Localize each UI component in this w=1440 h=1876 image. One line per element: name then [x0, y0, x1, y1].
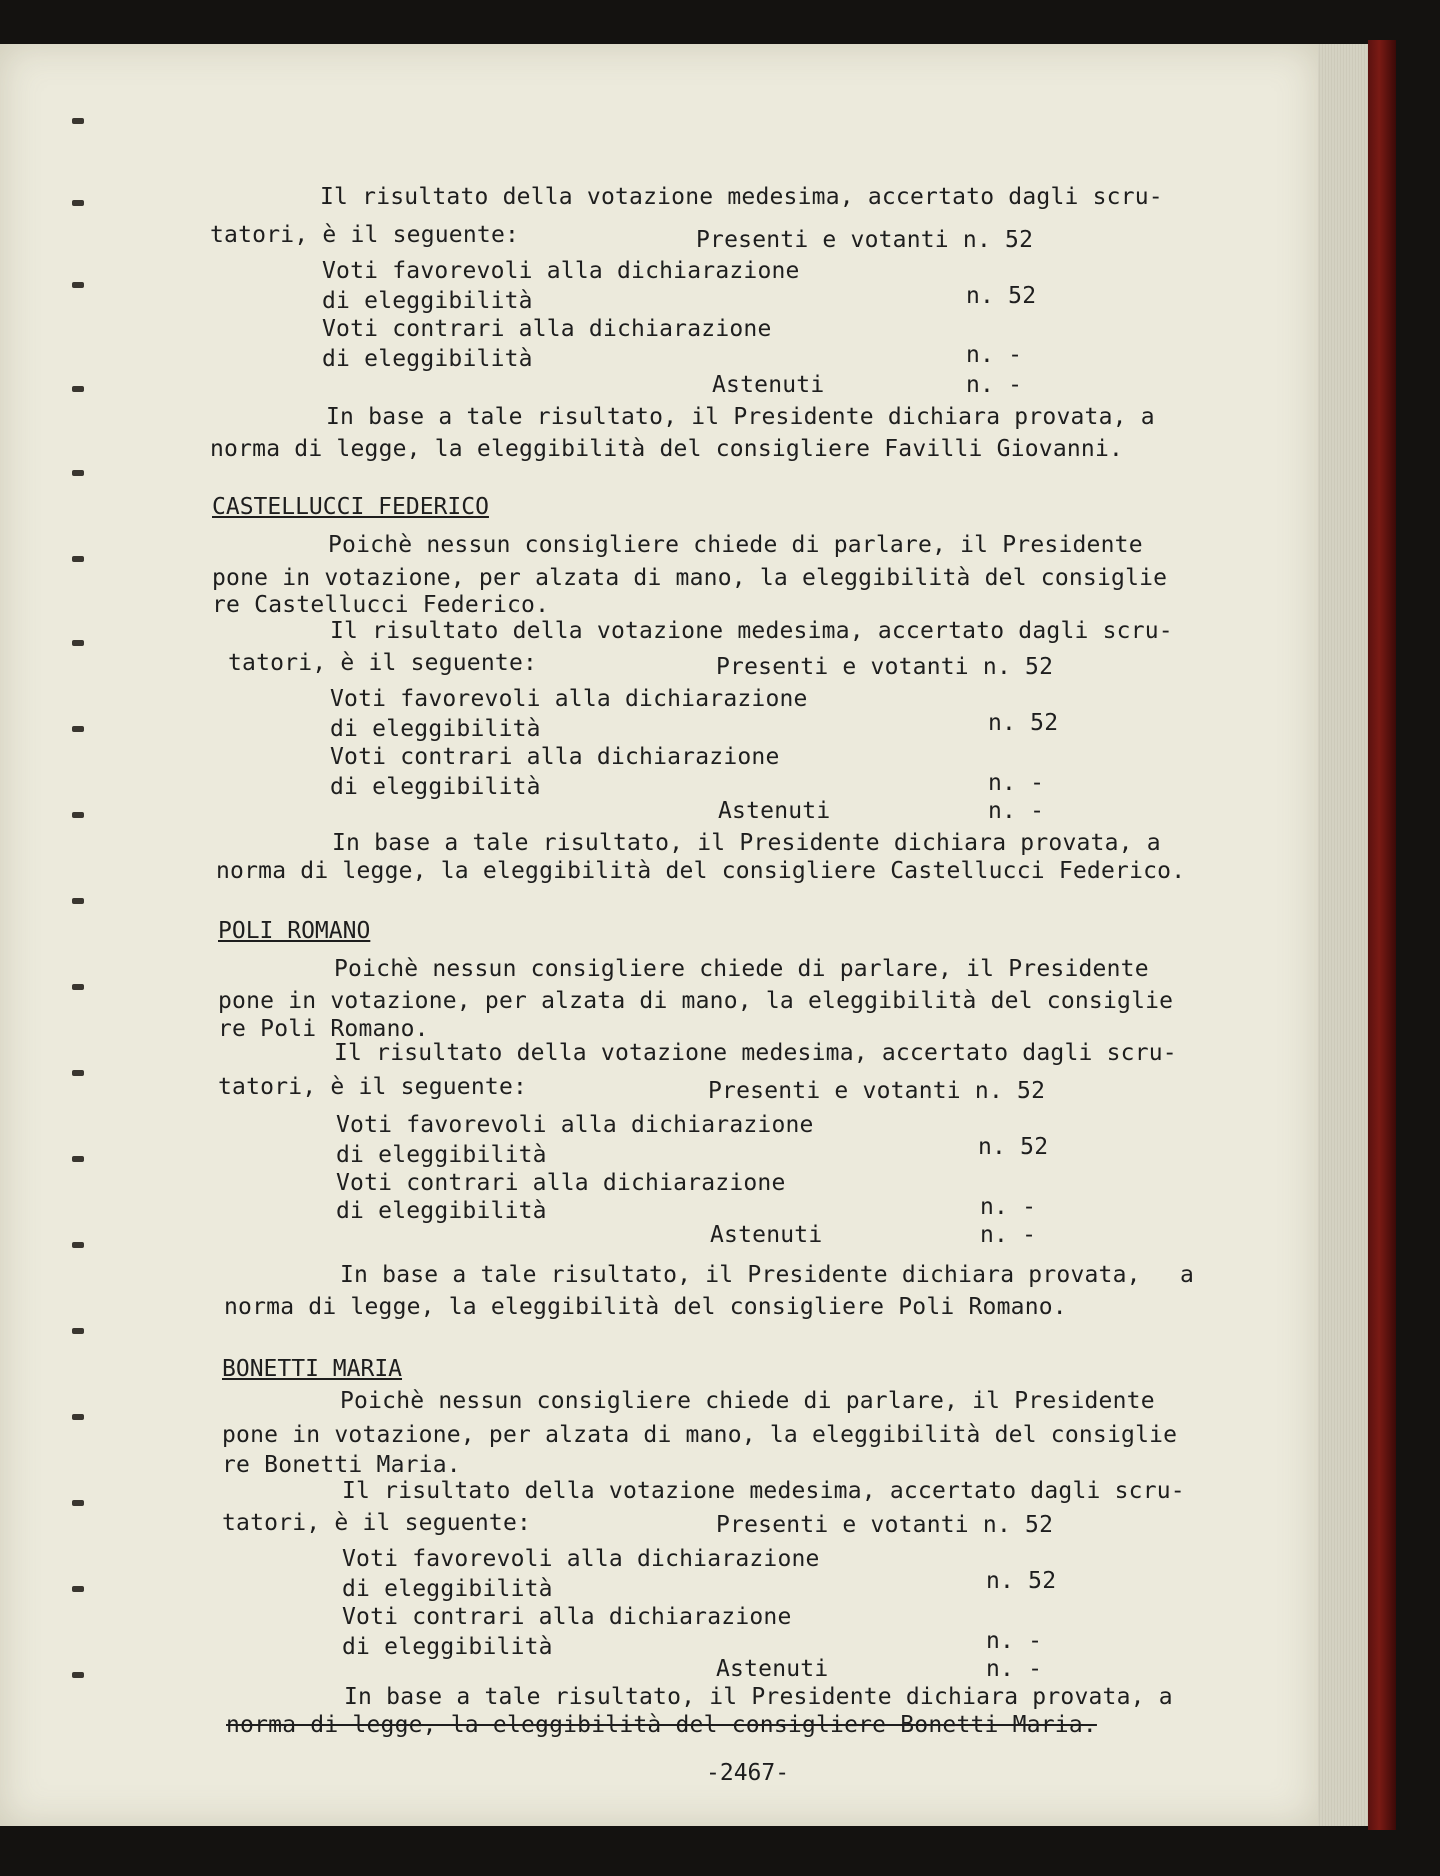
section-verdict-1: In base a tale risultato, il Presidente dichiara provata,	[340, 1262, 1141, 1288]
section-fav-2: di eleggibilità	[330, 716, 541, 742]
section-fav-n: n. 52	[978, 1134, 1049, 1160]
section-fav-2: di eleggibilità	[336, 1142, 547, 1168]
section-presenti: Presenti e votanti n. 52	[708, 1078, 1046, 1104]
section-astenuti-n: n. -	[980, 1222, 1037, 1248]
section-para-3: re Castellucci Federico.	[212, 592, 550, 618]
section-presenti: Presenti e votanti n. 52	[716, 654, 1054, 680]
section-presenti: Presenti e votanti n. 52	[716, 1512, 1054, 1538]
section-result-1: Il risultato della votazione medesima, accertato dagli scru-	[330, 618, 1173, 644]
section-para-3: re Poli Romano.	[218, 1016, 429, 1042]
section-para-2: pone in votazione, per alzata di mano, la eleggibilità del consiglie	[218, 988, 1174, 1014]
section-para-2: pone in votazione, per alzata di mano, la eleggibilità del consiglie	[212, 565, 1168, 591]
intro-fav-2: di eleggibilità	[322, 288, 533, 314]
section-para-3: re Bonetti Maria.	[222, 1452, 461, 1478]
intro-line-2: tatori, è il seguente:	[210, 222, 520, 248]
page-number: -2467-	[706, 1760, 790, 1786]
section-verdict-2: norma di legge, la eleggibilità del consigliere Poli Romano.	[224, 1294, 1067, 1320]
intro-result-2: norma di legge, la eleggibilità del consigliere Favilli Giovanni.	[210, 436, 1124, 462]
section-con-1: Voti contrari alla dichiarazione	[342, 1604, 792, 1630]
intro-result-1: In base a tale risultato, il Presidente dichiara provata, a	[326, 404, 1155, 430]
intro-con-1: Voti contrari alla dichiarazione	[322, 316, 772, 342]
section-para-1: Poichè nessun consigliere chiede di parlare, il Presidente	[334, 956, 1149, 982]
section-astenuti-n: n. -	[986, 1656, 1043, 1682]
section-con-2: di eleggibilità	[342, 1634, 553, 1660]
section-fav-1: Voti favorevoli alla dichiarazione	[342, 1546, 820, 1572]
section-fav-n: n. 52	[986, 1568, 1057, 1594]
intro-con-n: n. -	[966, 342, 1023, 368]
section-con-2: di eleggibilità	[336, 1198, 547, 1224]
section-verdict-1: In base a tale risultato, il Presidente dichiara provata, a	[332, 830, 1161, 856]
section-con-n: n. -	[988, 770, 1045, 796]
intro-fav-n: n. 52	[966, 283, 1037, 309]
book-cover	[1368, 40, 1396, 1830]
section-result-1: Il risultato della votazione medesima, accertato dagli scru-	[334, 1040, 1177, 1066]
section-verdict-2: norma di legge, la eleggibilità del consigliere Bonetti Maria.	[226, 1712, 1097, 1738]
section-result-1: Il risultato della votazione medesima, accertato dagli scru-	[342, 1478, 1185, 1504]
intro-fav-1: Voti favorevoli alla dichiarazione	[322, 258, 800, 284]
intro-line-1: Il risultato della votazione medesima, accertato dagli scru-	[320, 184, 1163, 210]
section-verdict-1: In base a tale risultato, il Presidente dichiara provata, a	[344, 1684, 1173, 1710]
section-con-n: n. -	[980, 1194, 1037, 1220]
section-fav-1: Voti favorevoli alla dichiarazione	[336, 1112, 814, 1138]
section-astenuti-n: n. -	[988, 798, 1045, 824]
section-result-2: tatori, è il seguente:	[218, 1074, 528, 1100]
section-fav-1: Voti favorevoli alla dichiarazione	[330, 686, 808, 712]
section-astenuti: Astenuti	[710, 1222, 823, 1248]
section-result-2: tatori, è il seguente:	[222, 1510, 532, 1536]
section-heading: CASTELLUCCI FEDERICO	[212, 494, 489, 520]
section-fav-2: di eleggibilità	[342, 1576, 553, 1602]
section-para-1: Poichè nessun consigliere chiede di parlare, il Presidente	[328, 532, 1143, 558]
section-fav-n: n. 52	[988, 710, 1059, 736]
section-con-1: Voti contrari alla dichiarazione	[330, 744, 780, 770]
section-astenuti: Astenuti	[716, 1656, 829, 1682]
section-con-2: di eleggibilità	[330, 774, 541, 800]
intro-presenti: Presenti e votanti n. 52	[696, 227, 1034, 253]
intro-con-2: di eleggibilità	[322, 346, 533, 372]
section-result-2: tatori, è il seguente:	[228, 650, 538, 676]
section-heading: BONETTI MARIA	[222, 1356, 403, 1382]
intro-astenuti-n: n. -	[966, 372, 1023, 398]
intro-astenuti: Astenuti	[712, 372, 825, 398]
section-verdict-2: norma di legge, la eleggibilità del consigliere Castellucci Federico.	[216, 858, 1186, 884]
section-con-1: Voti contrari alla dichiarazione	[336, 1170, 786, 1196]
section-para-2: pone in votazione, per alzata di mano, la eleggibilità del consiglie	[222, 1422, 1178, 1448]
section-para-1: Poichè nessun consigliere chiede di parlare, il Presidente	[340, 1388, 1155, 1414]
section-con-n: n. -	[986, 1628, 1043, 1654]
page-edges	[1318, 44, 1368, 1826]
section-verdict-1b: a	[1180, 1262, 1195, 1288]
section-heading: POLI ROMANO	[218, 918, 371, 944]
section-astenuti: Astenuti	[718, 798, 831, 824]
